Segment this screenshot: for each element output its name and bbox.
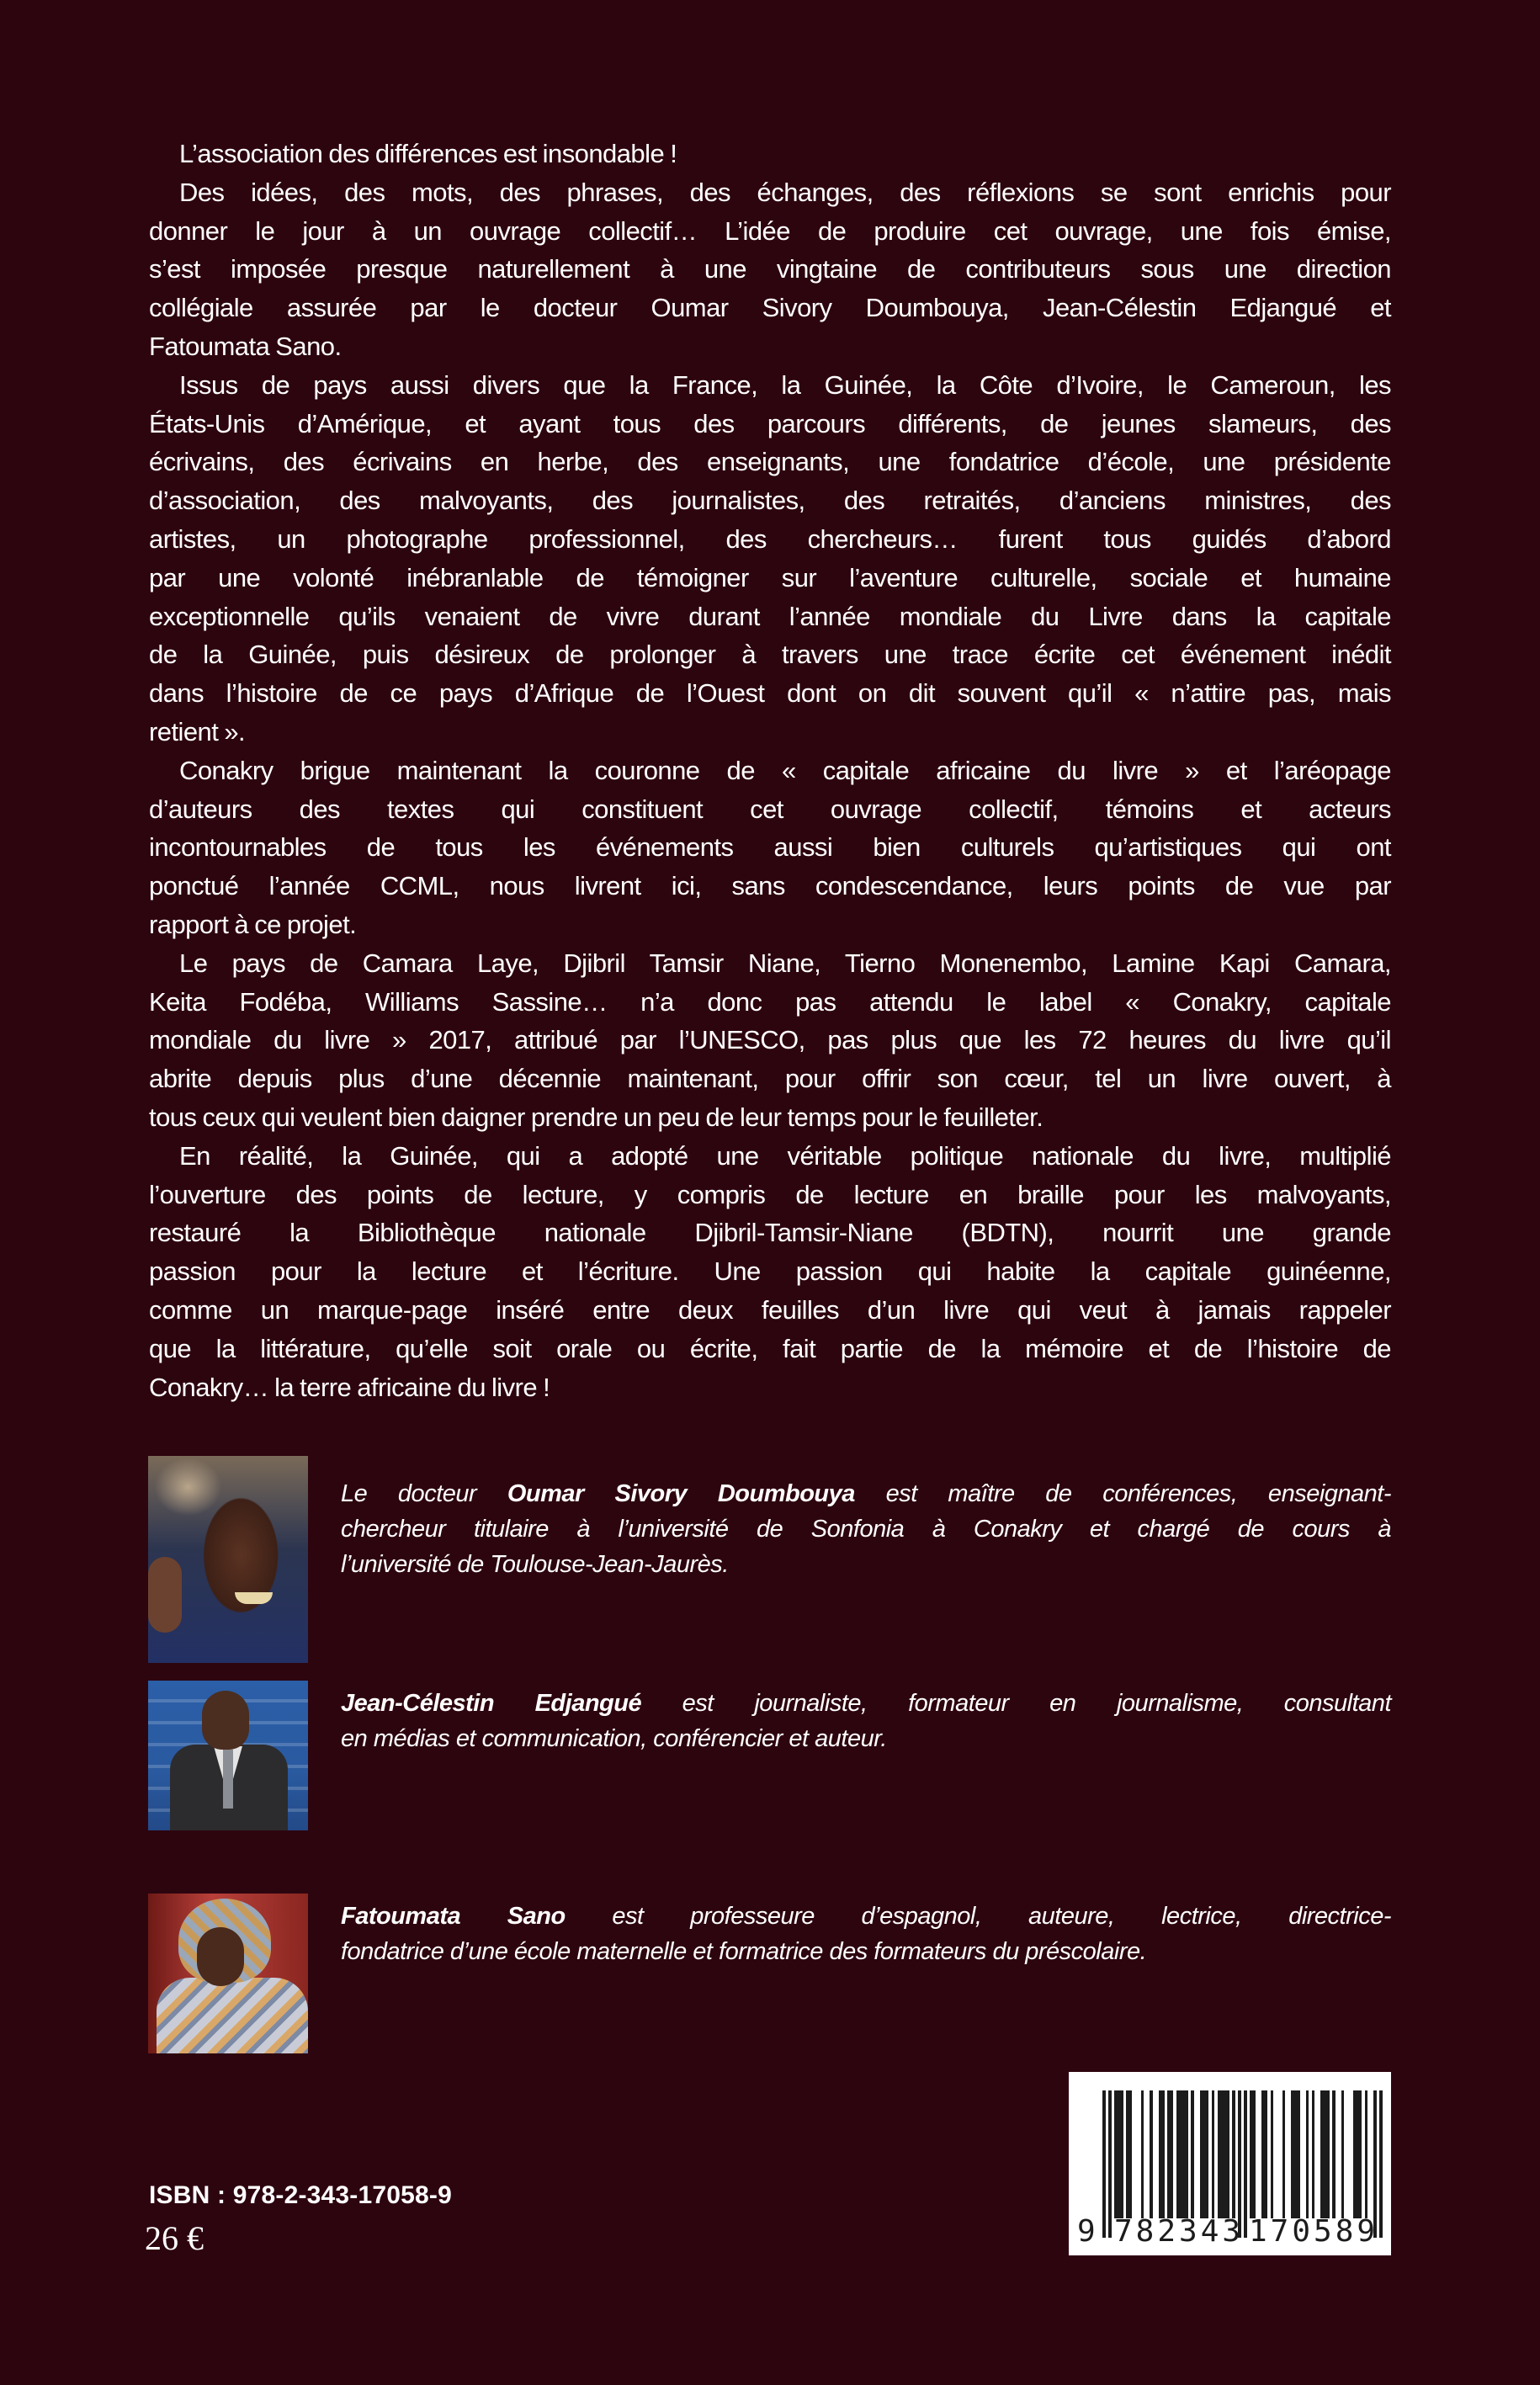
author-name: Oumar Sivory Doumbouya bbox=[507, 1480, 855, 1507]
summary-line: ponctué l’année CCML, nous livrent ici, sans condescendance, leurs points de vue par bbox=[149, 871, 1391, 901]
author-bio-line bbox=[341, 1899, 1391, 1934]
summary-line: États-Unis d’Amérique, et ayant tous des parcours différents, de jeunes slameurs, des bbox=[149, 408, 1391, 438]
barcode-digits-right: 170589 bbox=[1249, 2214, 1379, 2249]
author-bio-segment: Le docteur bbox=[341, 1480, 507, 1507]
barcode-digit-lead: 9 bbox=[1077, 2214, 1099, 2249]
author-bio-text bbox=[341, 1686, 1391, 1756]
author-bio-segment: est journaliste, formateur en journalisme, consultant bbox=[641, 1690, 1391, 1717]
author-bio-segment: l’université de Toulouse-Jean-Jaurès. bbox=[341, 1551, 729, 1578]
barcode-digits-left: 782343 bbox=[1114, 2214, 1245, 2249]
author-bio-text bbox=[341, 1476, 1391, 1582]
summary-line: passion pour la lecture et l’écriture. Une passion qui habite la capitale guinéenne, bbox=[149, 1256, 1391, 1287]
summary-line: l’ouverture des points de lecture, y compris de lecture en braille pour les malvoyants, bbox=[149, 1179, 1391, 1209]
price-label: 26 € bbox=[145, 2219, 204, 2257]
barcode bbox=[1069, 2072, 1391, 2255]
summary-line: En réalité, la Guinée, qui a adopté une véritable politique nationale du livre, multiplié bbox=[179, 1140, 1391, 1171]
author-bio-line bbox=[341, 1547, 1391, 1582]
author-photo-icon bbox=[148, 1456, 308, 1663]
summary-line: écrivains, des écrivains en herbe, des enseignants, une fondatrice d’école, une présidente bbox=[149, 447, 1391, 477]
author-bio-segment: est maître de conférences, enseignant- bbox=[854, 1480, 1391, 1507]
summary-line: Issus de pays aussi divers que la France, la Guinée, la Côte d’Ivoire, le Cameroun, les bbox=[179, 369, 1391, 400]
back-cover-summary bbox=[149, 135, 1391, 1406]
summary-line: d’association, des malvoyants, des journalistes, des retraités, d’anciens ministres, des bbox=[149, 486, 1391, 516]
summary-line: Conakry brigue maintenant la couronne de « capitale africaine du livre » et l’aréopage bbox=[179, 755, 1391, 785]
summary-line: Fatoumata Sano. bbox=[149, 331, 342, 361]
summary-line: comme un marque-page inséré entre deux feuilles d’un livre qui veut à jamais rappeler bbox=[149, 1294, 1391, 1325]
summary-line: par une volonté inébranlable de témoigner sur l’aventure culturelle, sociale et humaine bbox=[149, 562, 1391, 592]
summary-line: L’association des différences est insondable ! bbox=[179, 139, 677, 168]
author-name: Fatoumata Sano bbox=[341, 1903, 566, 1930]
author-bio-segment: chercheur titulaire à l’université de Sonfonia à Conakry et chargé de cours à bbox=[341, 1516, 1391, 1543]
summary-paragraphs bbox=[149, 135, 1391, 1406]
summary-line: s’est imposée presque naturellement à une vingtaine de contributeurs sous une direction bbox=[149, 254, 1391, 284]
author-photo-icon bbox=[148, 1681, 308, 1830]
author-bio-segment: fondatrice d’une école maternelle et formatrice des formateurs du préscolaire. bbox=[341, 1938, 1147, 1965]
summary-line: que la littérature, qu’elle soit orale ou écrite, fait partie de la mémoire et de l’histoire de bbox=[149, 1333, 1391, 1363]
author-bio-segment: est professeure d’espagnol, auteure, lectrice, directrice- bbox=[565, 1903, 1391, 1930]
summary-line: rapport à ce projet. bbox=[149, 909, 357, 939]
author-bio-line bbox=[341, 1476, 1391, 1511]
author-bio-segment: en médias et communication, conférencier et auteur. bbox=[341, 1725, 887, 1752]
summary-line: donner le jour à un ouvrage collectif… L’idée de produire cet ouvrage, une fois émise, bbox=[149, 215, 1391, 246]
summary-line: collégiale assurée par le docteur Oumar Sivory Doumbouya, Jean-Célestin Edjangué et bbox=[149, 293, 1391, 323]
isbn-label: ISBN : 978-2-343-17058-9 bbox=[149, 2181, 452, 2209]
summary-line: restauré la Bibliothèque nationale Djibril-Tamsir-Niane (BDTN), nourrit une grande bbox=[149, 1218, 1391, 1248]
summary-line: Le pays de Camara Laye, Djibril Tamsir Niane, Tierno Monenembo, Lamine Kapi Camara, bbox=[179, 948, 1391, 978]
summary-line: incontournables de tous les événements aussi bien culturels qu’artistiques qui ont bbox=[149, 832, 1391, 863]
summary-line: tous ceux qui veulent bien daigner prendre un peu de leur temps pour le feuilleter. bbox=[149, 1102, 1043, 1132]
author-bio-text bbox=[341, 1899, 1391, 1969]
summary-line: de la Guinée, puis désireux de prolonger à travers une trace écrite cet événement inédit bbox=[149, 640, 1391, 670]
author-bio-line bbox=[341, 1511, 1391, 1547]
author-bio-line bbox=[341, 1934, 1391, 1969]
summary-line: artistes, un photographe professionnel, des chercheurs… furent tous guidés d’abord bbox=[149, 523, 1391, 554]
author-bio-line bbox=[341, 1686, 1391, 1721]
summary-line: d’auteurs des textes qui constituent cet ouvrage collectif, témoins et acteurs bbox=[149, 794, 1391, 824]
author-name: Jean-Célestin Edjangué bbox=[341, 1690, 642, 1717]
summary-line: dans l’histoire de ce pays d’Afrique de l’Ouest dont on dit souvent qu’il « n’attire pas, mais bbox=[149, 678, 1391, 709]
summary-line: retient ». bbox=[149, 716, 246, 746]
summary-line: Conakry… la terre africaine du livre ! bbox=[149, 1372, 550, 1402]
author-photo-icon bbox=[148, 1894, 308, 2053]
summary-line: abrite depuis plus d’une décennie maintenant, pour offrir son cœur, tel un livre ouvert, à bbox=[149, 1064, 1391, 1094]
summary-line: Keita Fodéba, Williams Sassine… n’a donc pas attendu le label « Conakry, capitale bbox=[149, 986, 1391, 1017]
summary-line: mondiale du livre » 2017, attribué par l’UNESCO, pas plus que les 72 heures du livre qu’il bbox=[149, 1025, 1391, 1055]
summary-line: exceptionnelle qu’ils venaient de vivre durant l’année mondiale du Livre dans la capitale bbox=[149, 601, 1391, 631]
summary-line: Des idées, des mots, des phrases, des échanges, des réflexions se sont enrichis pour bbox=[179, 177, 1391, 207]
author-bio-line bbox=[341, 1721, 1391, 1756]
